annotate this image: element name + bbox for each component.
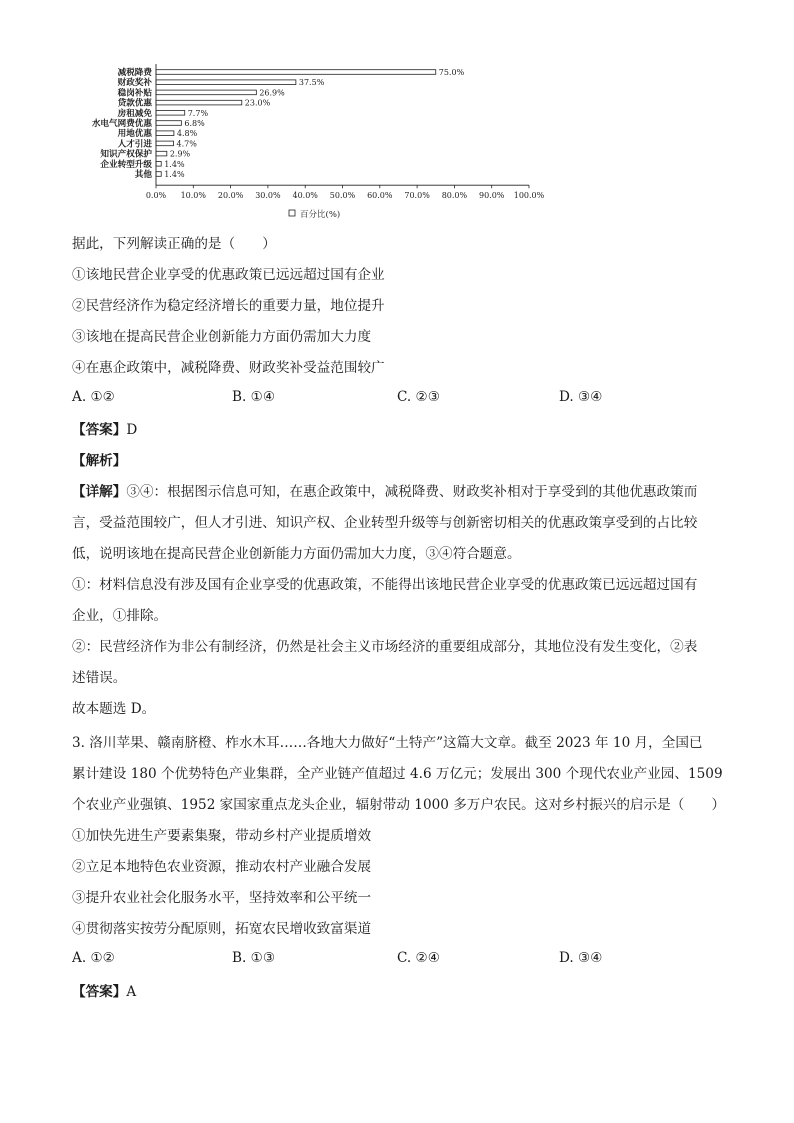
- q2-statement-2: ②民营经济作为稳定经济增长的重要力量，地位提升: [72, 298, 385, 314]
- chart-legend: [289, 209, 340, 220]
- legend-label: 百分比(%): [300, 210, 341, 220]
- x-tick-label: 40.0%: [292, 191, 318, 201]
- q2-options: [72, 389, 732, 409]
- legend-swatch: [289, 210, 295, 216]
- q3-statement-3: ③提升农业社会化服务水平，坚持效率和公平统一: [72, 890, 372, 906]
- category-label: 房租减免: [117, 108, 152, 119]
- x-tick-label: 70.0%: [404, 191, 430, 201]
- category-label: 人才引进: [117, 139, 152, 150]
- answer-value: A: [126, 984, 137, 1000]
- x-tick-label: 20.0%: [217, 191, 244, 201]
- q3-option-d: D. ③④: [559, 950, 603, 966]
- bar: [156, 70, 436, 75]
- q2-explain2-line-1: ②：民营经济作为非公有制经济，仍然是社会主义市场经济的重要组成部分，其地位没有发生变化，②表: [72, 639, 698, 655]
- answer-value: D: [126, 422, 138, 438]
- x-tick-label: 30.0%: [255, 191, 281, 201]
- q2-option-b: B. ①④: [232, 389, 276, 405]
- q2-option-a: A. ①②: [72, 389, 115, 405]
- q2-answer: [72, 420, 137, 440]
- detail-label: 【详解】: [72, 484, 127, 500]
- value-label: 26.9%: [259, 88, 285, 98]
- q3-option-b: B. ①③: [232, 950, 276, 966]
- q2-detail-line-1: [72, 482, 697, 502]
- q3-option-c: C. ②④: [397, 950, 440, 966]
- value-label: 7.7%: [187, 108, 209, 118]
- category-label: 知识产权保护: [100, 149, 152, 160]
- analysis-label: 【解析】: [72, 453, 127, 469]
- q2-statement-3: ③该地在提高民营企业创新能力方面仍需加大力度: [72, 329, 372, 345]
- q3-stem-line-1: 3. 洛川苹果、赣南脐橙、柞水木耳……各地大力做好“土特产”这篇大文章。截至 2023 年 10 月，全国已: [72, 735, 703, 751]
- q2-detail-line-2: 言，受益范围较广，但人才引进、知识产权、企业转型升级等与创新密切相关的优惠政策享受到的占比较: [72, 515, 698, 531]
- q2-option-d: D. ③④: [559, 389, 603, 405]
- value-label: 2.9%: [169, 149, 191, 159]
- q2-explain1-line-1: ①：材料信息没有涉及国有企业享受的优惠政策，不能得出该地民营企业享受的优惠政策已远远超过国有: [72, 577, 698, 593]
- bar: [156, 162, 161, 167]
- x-tick-label: 60.0%: [367, 191, 393, 201]
- x-tick-label: 90.0%: [478, 191, 505, 201]
- value-label: 37.5%: [298, 78, 325, 88]
- category-label: 用地优惠: [117, 129, 152, 140]
- category-label: 稳岗补贴: [117, 88, 152, 99]
- value-label: 75.0%: [438, 68, 465, 77]
- bar: [156, 90, 256, 95]
- q3-statement-4: ④贯彻落实按劳分配原则，拓宽农民增收致富渠道: [72, 921, 372, 937]
- policy-bar-chart: [70, 58, 550, 226]
- q3-options: [72, 950, 732, 970]
- bar: [156, 100, 242, 105]
- bar: [156, 80, 296, 85]
- q2-statement-1: ①该地民营企业享受的优惠政策已远远超过国有企业: [72, 267, 385, 283]
- answer-label: 【答案】: [72, 422, 127, 438]
- value-label: 4.8%: [176, 129, 198, 139]
- answer-label: 【答案】: [72, 984, 127, 1000]
- x-tick-label: 100.0%: [513, 191, 545, 201]
- q2-statement-4: ④在惠企政策中，减税降费、财政奖补受益范围较广: [72, 360, 385, 376]
- value-label: 1.4%: [164, 170, 185, 179]
- q3-option-a: A. ①②: [72, 950, 115, 966]
- category-label: 水电气网费优惠: [91, 119, 152, 129]
- category-label: 贷款优惠: [117, 98, 152, 109]
- q2-explain2-line-2: 述错误。: [72, 670, 127, 686]
- q3-answer: [72, 982, 136, 1002]
- q2-stem: 据此，下列解读正确的是（ ）: [72, 236, 276, 252]
- bar: [156, 151, 167, 156]
- q2-conclusion: 故本题选 D。: [72, 701, 156, 717]
- detail-text: ③④：根据图示信息可知，在惠企政策中，减税降费、财政奖补相对于享受到的其他优惠政策而: [126, 484, 698, 500]
- category-label: 企业转型升级: [100, 159, 152, 170]
- q2-option-c: C. ②③: [397, 389, 440, 405]
- q3-statement-2: ②立足本地特色农业资源，推动农村产业融合发展: [72, 859, 372, 875]
- bar: [156, 172, 161, 177]
- q3-statement-1: ①加快先进生产要素集聚，带动乡村产业提质增效: [72, 828, 372, 844]
- value-label: 1.4%: [164, 159, 185, 169]
- chart-bars: [92, 66, 465, 180]
- value-label: 4.7%: [176, 139, 197, 149]
- q3-stem-line-3: 个农业产业强镇、1952 家国家重点龙头企业，辐射带动 1000 多万户农民。这对乡村振兴的启示是（ ）: [72, 797, 726, 813]
- x-tick-label: 10.0%: [180, 191, 207, 201]
- category-label: 其他: [134, 170, 152, 180]
- x-tick-label: 50.0%: [329, 191, 356, 201]
- bar: [156, 141, 174, 146]
- value-label: 23.0%: [244, 98, 271, 108]
- x-tick-label: 0.0%: [145, 191, 167, 201]
- x-tick-label: 80.0%: [441, 191, 468, 201]
- category-label: 减税降费: [117, 68, 152, 78]
- q3-stem-line-2: 累计建设 180 个优势特色产业集群，全产业链产值超过 4.6 万亿元；发展出 300 个现代农业产业园、1509: [72, 766, 723, 782]
- category-label: 财政奖补: [117, 78, 152, 89]
- value-label: 6.8%: [184, 119, 205, 128]
- q2-explain1-line-2: 企业，①排除。: [72, 608, 168, 624]
- bar: [156, 111, 185, 116]
- q2-detail-line-3: 低，说明该地在提高民营企业创新能力方面仍需加大力度，③④符合题意。: [72, 546, 521, 562]
- bar: [156, 121, 181, 126]
- bar: [156, 131, 174, 136]
